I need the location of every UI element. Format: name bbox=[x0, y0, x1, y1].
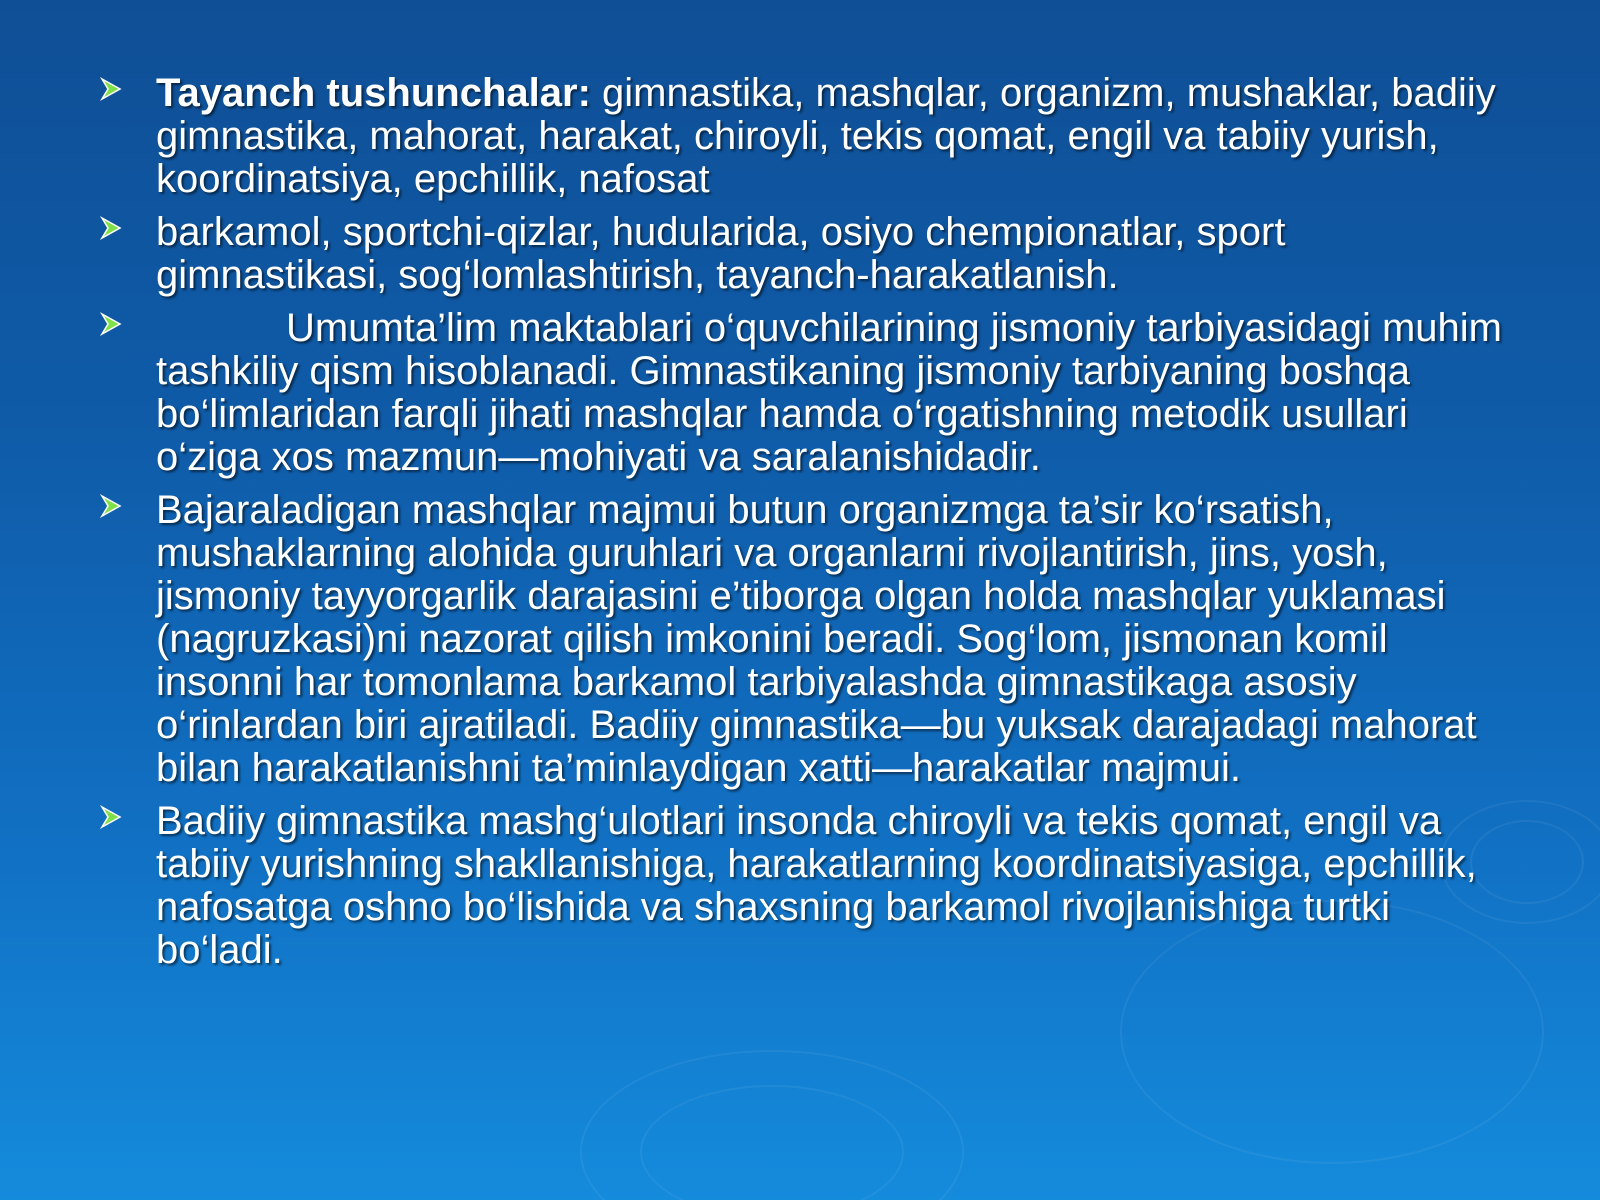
bullet-item bbox=[96, 211, 1516, 297]
arrow-bullet-icon bbox=[100, 311, 122, 337]
bullet-text: Badiiy gimnastika mashg‘ulotlari insonda chiroyli va tekis qomat, engil va tabiiy yurishning shakllanishiga, harakatlarning koordinatsiyasiga, epchillik, nafosatga oshno bo‘lishida va shaxsning barkamol rivojlanishiga turtki bo‘ladi. bbox=[156, 799, 1477, 972]
arrow-bullet-icon bbox=[100, 804, 122, 830]
bullet-item bbox=[96, 72, 1516, 201]
bullet-list bbox=[96, 72, 1516, 982]
bullet-text: Bajaraladigan mashqlar majmui butun organizmga ta’sir ko‘rsatish, mushaklarning alohida guruhlari va organlarni rivojlantirish, jins, yosh, jismoniy tayyorgarlik darajasini e’tiborga olgan holda mashqlar yuklamasi (nagruzkasi)ni nazorat qilish imkonini beradi. Sog‘lom, jismonan komil insonni har tomonlama barkamol tarbiyalashda gimnastikaga asosiy o‘rinlardan biri ajratiladi. Badiiy gimnastika—bu yuksak darajadagi mahorat bilan harakatlanishni ta’minlaydigan xatti—harakatlar majmui. bbox=[156, 488, 1477, 790]
arrow-bullet-icon bbox=[100, 493, 122, 519]
bullet-bold-term: Tayanch tushunchalar: bbox=[156, 71, 591, 115]
arrow-bullet-icon bbox=[100, 76, 122, 102]
bullet-text: Umumta’lim maktablari o‘quvchilarining jismoniy tarbiyasidagi muhim tashkiliy qism hisoblanadi. Gimnastikaning jismoniy tarbiyaning boshqa bo‘limlaridan farqli jihati mashqlar hamda o‘rgatishning metodik usullari o‘ziga xos mazmun—mohiyati va saralanishidadir. bbox=[156, 306, 1502, 479]
bullet-item bbox=[96, 489, 1516, 790]
bullet-text: gimnastika, mashqlar, organizm, mushaklar, badiiy gimnastika, mahorat, harakat, chiroyli, tekis qomat, engil va tabiiy yurish, koordinatsiya, epchillik, nafosat bbox=[156, 71, 1496, 201]
arrow-bullet-icon bbox=[100, 215, 122, 241]
bullet-item bbox=[96, 800, 1516, 972]
bullet-text: barkamol, sportchi-qizlar, hudularida, osiyo chempionatlar, sport gimnastikasi, sog‘lomlashtirish, tayanch-harakatlanish. bbox=[156, 210, 1286, 297]
bullet-item bbox=[96, 307, 1516, 479]
